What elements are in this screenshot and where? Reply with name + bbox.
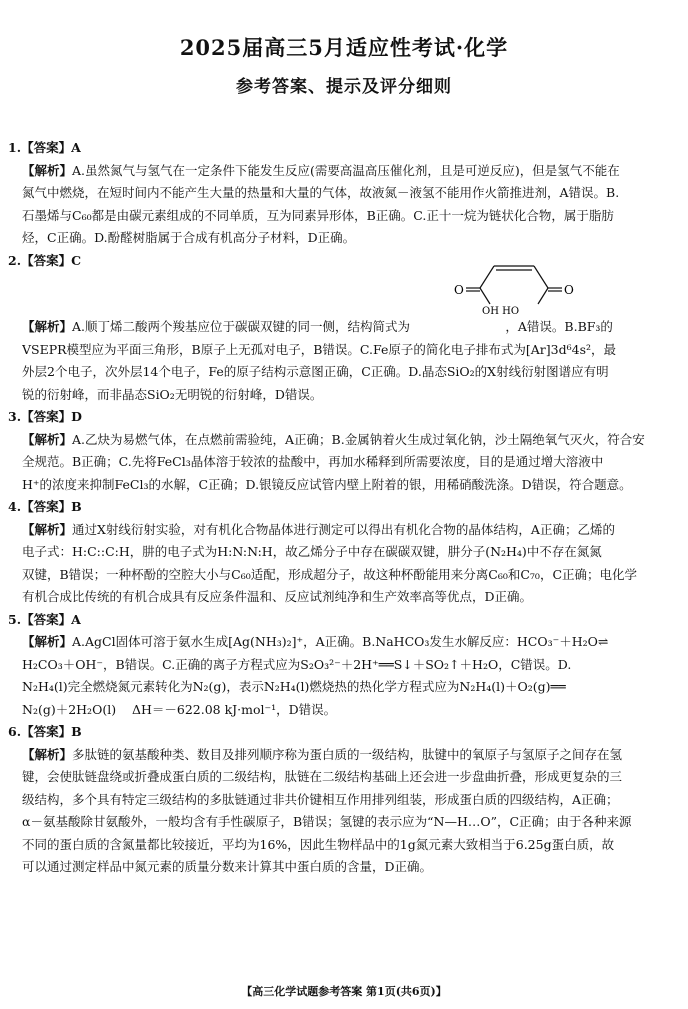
analysis-text: 锐的衍射峰，而非晶态SiO₂无明锐的衍射峰，D错误。 bbox=[22, 386, 323, 402]
answer-label: 【答案】 bbox=[21, 140, 72, 155]
analysis-text: H₂CO₃＋OH⁻，B错误。C.正确的离子方程式应为S₂O₃²⁻＋2H⁺══S↓＋SO₂↑＋H₂O，C错误。D. bbox=[22, 656, 572, 672]
answer-label: 【答案】 bbox=[21, 409, 72, 424]
question-4 bbox=[8, 496, 680, 609]
answer-line bbox=[8, 609, 680, 632]
answer-label: 【答案】 bbox=[21, 724, 72, 739]
question-number: 4. bbox=[8, 499, 22, 514]
analysis-text: 电子式：H:C::C:H，肼的电子式为H:N:N:H，故乙烯分子中存在碳碳双键，肼分子(N₂H₄)中不存在氮氮 bbox=[22, 544, 602, 559]
analysis-text: 石墨烯与C₆₀都是由碳元素组成的不同单质，互为同素异形体，B正确。C.正十一烷为链状化合物，属于脂肪 bbox=[22, 207, 614, 223]
analysis-text: 不同的蛋白质的含氮量都比较接近，平均为16%，因此生物样品中的1g氮元素大致相当于6.25g蛋白质，故 bbox=[22, 836, 615, 852]
oxygen-label-right: O bbox=[564, 283, 574, 297]
analysis-label: 【解析】 bbox=[22, 521, 73, 537]
analysis-text: 全规范。B正确；C.先将FeCl₃晶体溶于较浓的盐酸中，再加水稀释到所需要浓度，目的是通过增大溶液中 bbox=[22, 454, 604, 469]
analysis-text: A.AgCl固体可溶于氨水生成[Ag(NH₃)₂]⁺，A正确。B.NaHCO₃发生水解反应：HCO₃⁻＋H₂O⇌ bbox=[72, 634, 609, 649]
answer-line bbox=[8, 721, 680, 744]
answer-value: B bbox=[71, 724, 82, 739]
answer-value: C bbox=[71, 252, 82, 268]
answer-content bbox=[8, 137, 680, 879]
analysis-text: α－氨基酸除甘氨酸外，一般均含有手性碳原子，B错误；氢键的表示应为“N—H…O”，C正确；由于各种来源 bbox=[22, 814, 632, 829]
analysis-text: N₂(g)＋2H₂O(l) ΔH＝－622.08 kJ·mol⁻¹，D错误。 bbox=[22, 701, 337, 717]
analysis-text: 外层2个电子，次外层14个电子，Fe的原子结构示意图正确，C正确。D.晶态SiO₂的X射线衍射图谱应有明 bbox=[22, 364, 609, 379]
question-number: 2. bbox=[8, 252, 22, 268]
question-3 bbox=[8, 406, 680, 496]
analysis-text: VSEPR模型应为平面三角形，B原子上无孤对电子，B错误。C.Fe原子的简化电子排布式为[Ar]3d⁶4s²，最 bbox=[22, 341, 616, 357]
page-footer: 【高三化学试题参考答案 第1页(共6页)】 bbox=[241, 985, 447, 998]
analysis-text: 通过X射线衍射实验，对有机化合物晶体进行测定可以得出有机化合物的晶体结构，A正确；乙烯的 bbox=[72, 521, 615, 537]
analysis-text: 氮气中燃烧，在短时间内不能产生大量的热量和大量的气体，故液氮－液氢不能用作火箭推进剂，A错误。B. bbox=[22, 185, 620, 200]
answer-label: 【答案】 bbox=[21, 499, 72, 514]
analysis-text: 烃，C正确。D.酚醛树脂属于合成有机高分子材料，D正确。 bbox=[22, 230, 356, 245]
analysis-text: 级结构，多个具有特定三级结构的多肽链通过非共价键相互作用排列组装，形成蛋白质的四级结构，A正确； bbox=[22, 791, 619, 807]
analysis-text: A.顺丁烯二酸两个羧基应位于碳碳双键的同一侧，结构简式为 ，A错误。B.BF₃的 bbox=[72, 319, 613, 334]
answer-value: A bbox=[71, 611, 81, 627]
analysis-text: H⁺的浓度来抑制FeCl₃的水解，C正确；D.银镜反应试管内壁上附着的银，用稀硝酸洗涤。D错误，符合题意。 bbox=[22, 476, 632, 492]
answer-value: A bbox=[71, 140, 81, 155]
analysis-text: 双键，B错误；一种杯酚的空腔大小与C₆₀适配，形成超分子，故这种杯酚能用来分离C₆₀和C₇₀，C正确；电化学 bbox=[22, 566, 638, 582]
analysis-label: 【解析】 bbox=[22, 162, 73, 178]
oxygen-label-left: O bbox=[454, 283, 464, 297]
question-5 bbox=[8, 609, 680, 722]
analysis-text: A.虽然氮气与氢气在一定条件下能发生反应(需要高温高压催化剂，且是可逆反应)，但是氢气不能在 bbox=[72, 162, 620, 178]
answer-line bbox=[8, 496, 680, 519]
analysis-text: A.乙炔为易燃气体，在点燃前需验纯，A正确；B.金属钠着火生成过氧化钠，沙土隔绝氧气灭火，符合安 bbox=[72, 431, 645, 447]
analysis-text: 多肽链的氨基酸种类、数目及排列顺序称为蛋白质的一级结构，肽键中的氧原子与氢原子之间存在氢 bbox=[72, 746, 623, 762]
question-number: 5. bbox=[8, 611, 22, 627]
answer-line bbox=[8, 137, 680, 160]
answer-label: 【答案】 bbox=[21, 252, 72, 268]
question-2 bbox=[8, 250, 680, 407]
analysis-text: N₂H₄(l)完全燃烧氮元素转化为N₂(g)，表示N₂H₄(l)燃烧热的热化学方程式应为N₂H₄(l)＋O₂(g)══ bbox=[22, 679, 566, 694]
analysis bbox=[22, 744, 680, 879]
answer-line bbox=[8, 406, 680, 429]
question-1 bbox=[8, 137, 680, 250]
question-number: 1. bbox=[8, 140, 22, 155]
analysis bbox=[22, 631, 680, 721]
hydroxyl-labels: OH HO bbox=[482, 306, 520, 316]
answer-value: D bbox=[71, 409, 82, 424]
analysis-label: 【解析】 bbox=[22, 431, 73, 447]
question-number: 3. bbox=[8, 409, 22, 424]
question-number: 6. bbox=[8, 724, 22, 739]
analysis bbox=[22, 519, 680, 609]
question-6 bbox=[8, 721, 680, 879]
analysis bbox=[22, 429, 680, 497]
answer-line bbox=[8, 250, 680, 273]
analysis-text: 可以通过测定样品中氮元素的质量分数来计算其中蛋白质的含量，D正确。 bbox=[22, 859, 433, 874]
analysis bbox=[22, 316, 680, 406]
analysis-label: 【解析】 bbox=[22, 634, 73, 649]
analysis-label: 【解析】 bbox=[22, 746, 73, 762]
page-subtitle: 参考答案、提示及评分细则 bbox=[236, 77, 452, 97]
analysis bbox=[22, 160, 680, 250]
analysis-label: 【解析】 bbox=[22, 319, 73, 334]
maleic-acid-structure bbox=[454, 254, 574, 316]
analysis-text: 键，会使肽链盘绕或折叠成蛋白质的二级结构，肽链在二级结构基础上还会进一步盘曲折叠，形成更复杂的三 bbox=[22, 769, 623, 784]
answer-value: B bbox=[71, 499, 82, 514]
answer-label: 【答案】 bbox=[21, 611, 72, 627]
analysis-text: 有机合成比传统的有机合成具有反应条件温和、反应试剂纯净和生产效率高等优点，D正确。 bbox=[22, 589, 533, 604]
page-title: 2025届高三5月适应性考试·化学 bbox=[179, 35, 509, 60]
